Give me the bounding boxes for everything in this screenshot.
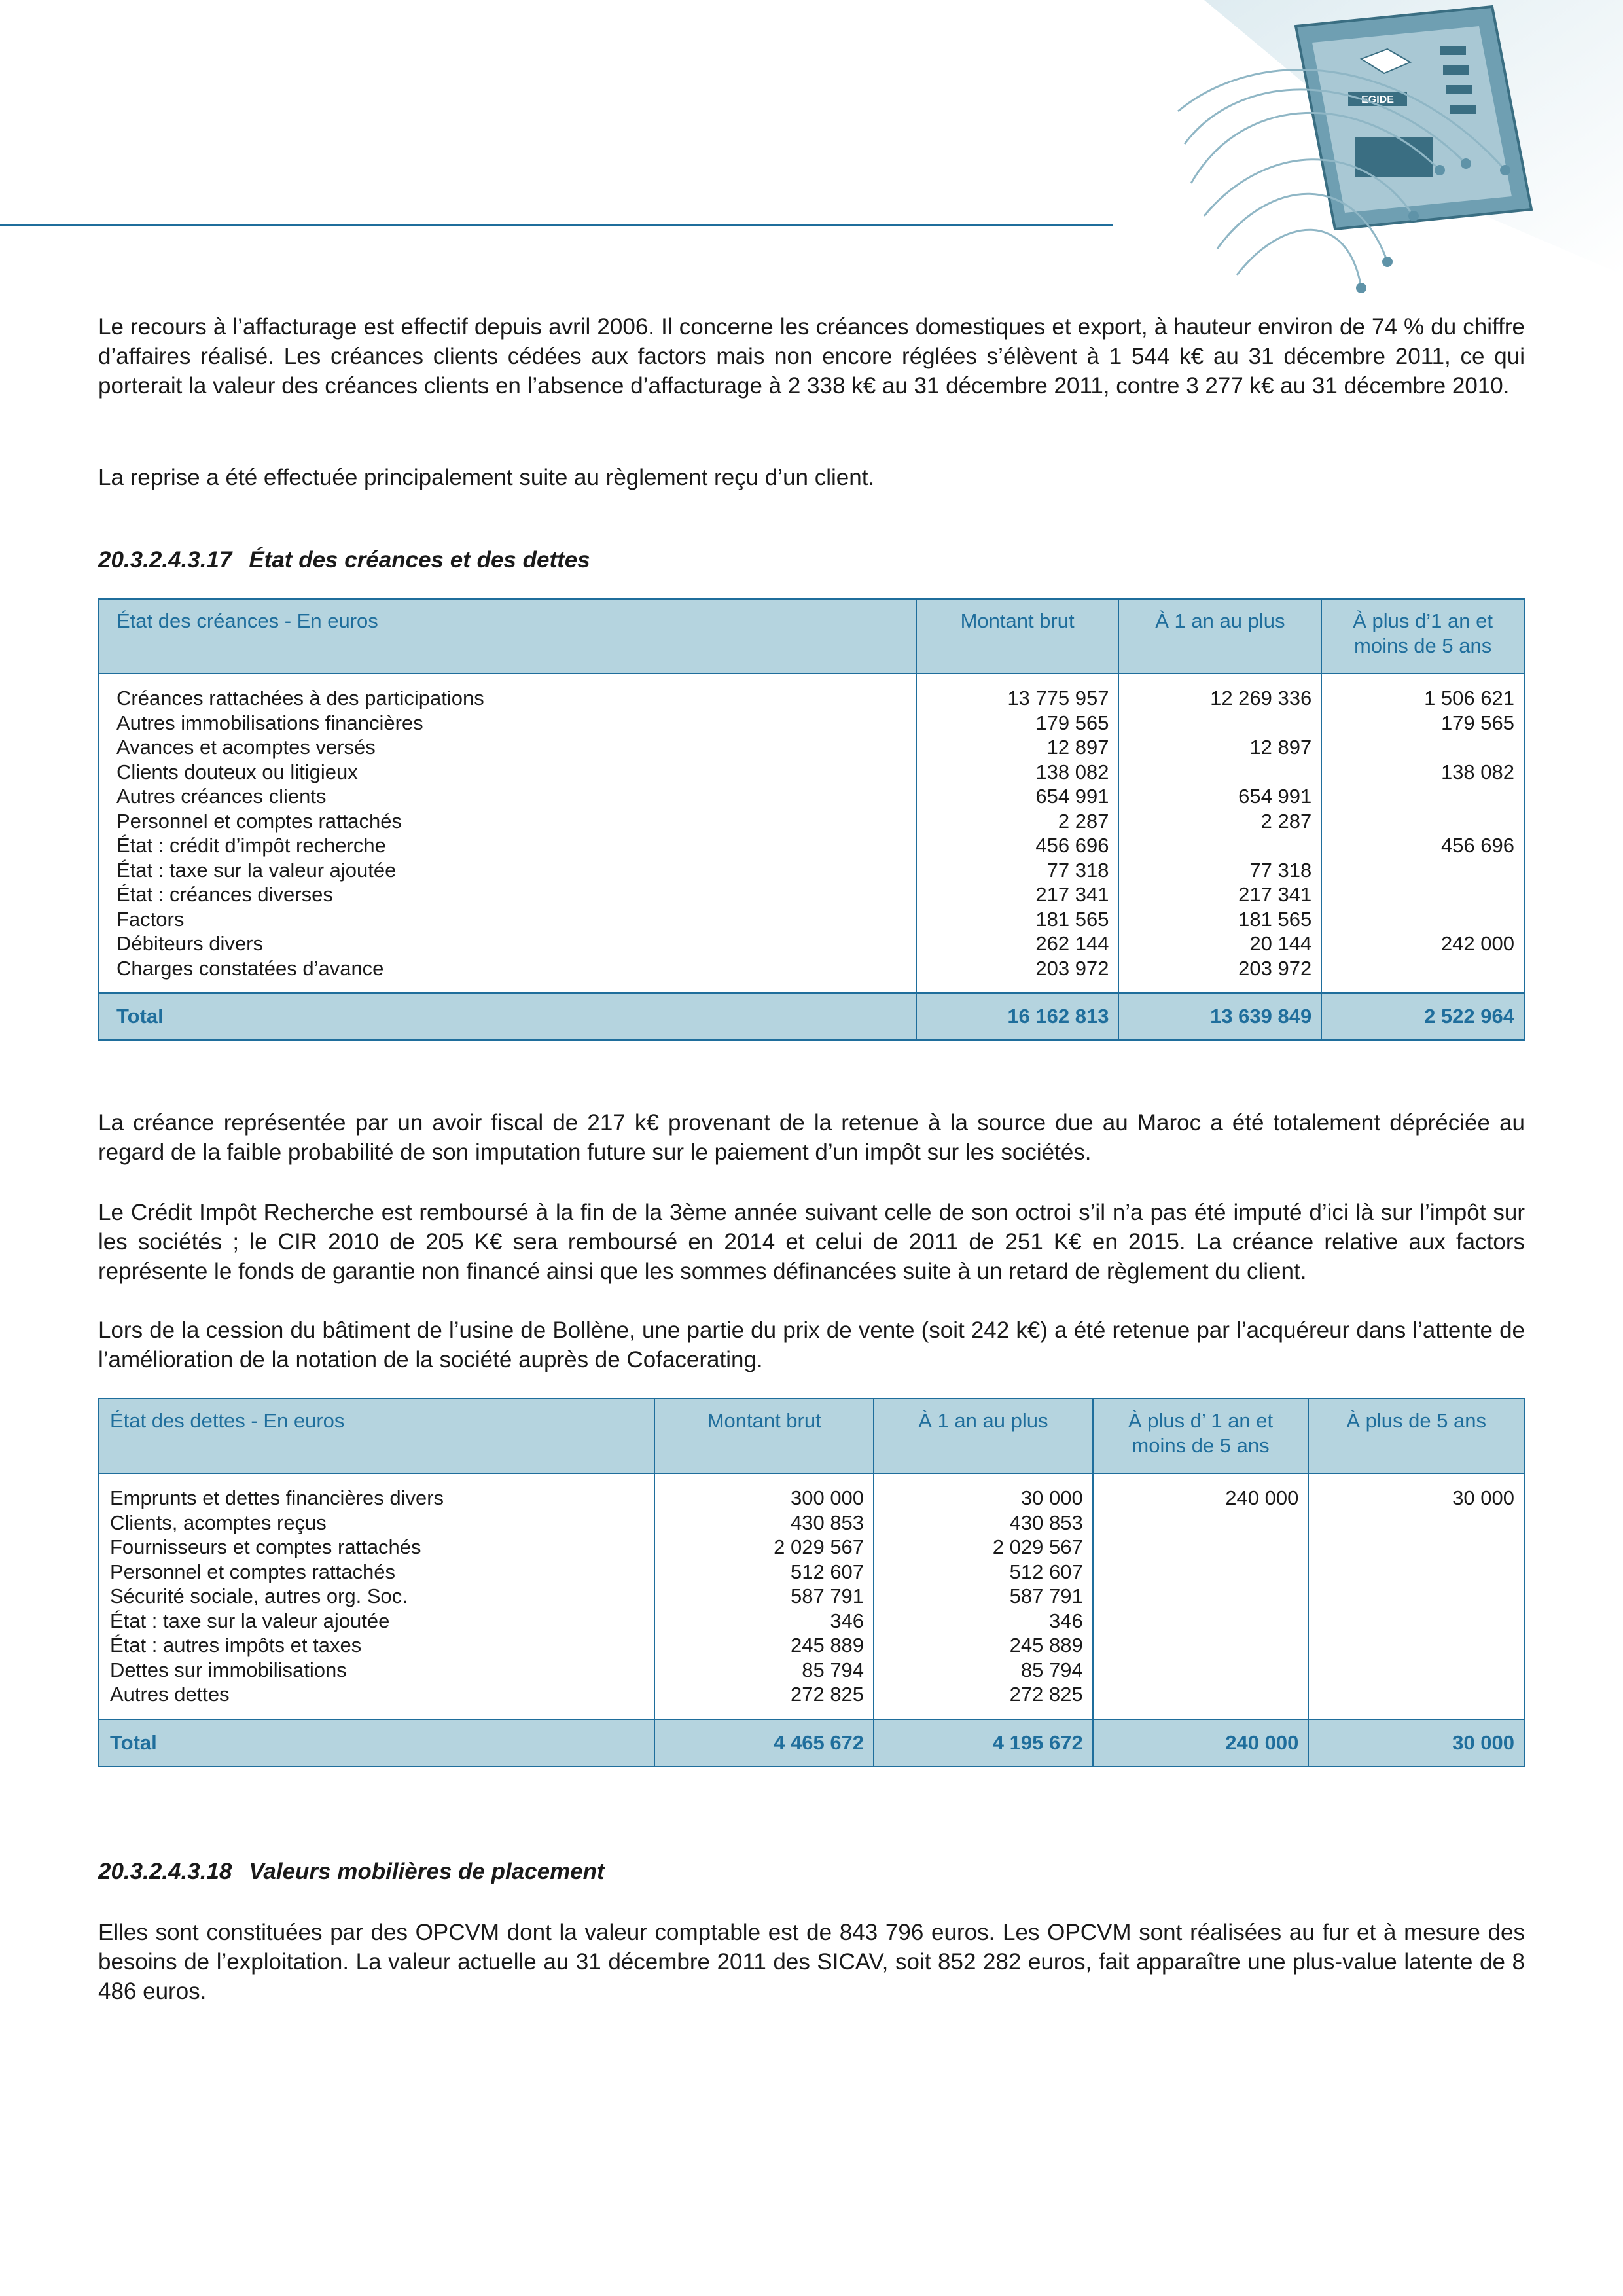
col-header-a-1-an: À 1 an au plus bbox=[874, 1399, 1093, 1473]
total-row bbox=[99, 1719, 1524, 1767]
table-cell: 203 972 bbox=[1238, 956, 1312, 980]
plus-1-an-column bbox=[1093, 1473, 1309, 1719]
table-cell: 138 082 bbox=[1440, 760, 1514, 783]
a-1-an-column bbox=[1118, 673, 1321, 993]
table-cell: 77 318 bbox=[1046, 858, 1109, 882]
table-cell: 2 029 567 bbox=[992, 1535, 1083, 1558]
table-cell bbox=[1111, 1584, 1299, 1609]
table-cell: État : crédit d’impôt recherche bbox=[116, 834, 386, 857]
table-cell: Charges constatées d’avance bbox=[116, 956, 384, 980]
table-cell: 587 791 bbox=[790, 1585, 865, 1607]
table-header-row bbox=[99, 599, 1524, 673]
paragraph-cir: Le Crédit Impôt Recherche est remboursé à la fin de la 3ème année suivant celle de son octroi s’il n’a pas été imputé d’ici là sur l’impôt sur les sociétés ; le CIR 2010 de 205 K€ sera remboursé en 2014 et celui de 2011 de 251 K€ en 2015. La créance relative aux factors représente le fonds de garantie non financé ainsi que les sommes définancées suite à un retard de règlement du client. bbox=[98, 1200, 1525, 1284]
labels-column bbox=[99, 673, 916, 993]
table-cell bbox=[1339, 907, 1514, 932]
plus-1-an-column bbox=[1321, 673, 1524, 993]
table-cell bbox=[1326, 1609, 1514, 1634]
table-cell: 2 287 bbox=[1260, 809, 1312, 833]
table-cell: 2 029 567 bbox=[774, 1535, 865, 1558]
col-header-a-1-an: À 1 an au plus bbox=[1118, 599, 1321, 673]
total-montant-brut: 4 465 672 bbox=[654, 1719, 874, 1767]
table-cell: 245 889 bbox=[1009, 1634, 1083, 1657]
montant-brut-column bbox=[916, 673, 1119, 993]
table-header-row bbox=[99, 1399, 1524, 1473]
table-cell: 300 000 bbox=[790, 1486, 865, 1509]
table-cell bbox=[1111, 1560, 1299, 1585]
table-cell: 430 853 bbox=[790, 1511, 865, 1534]
paragraph-reprise: La reprise a été effectuée principalement suite au règlement reçu d’un client. bbox=[98, 465, 875, 490]
table-cell bbox=[1111, 1511, 1299, 1535]
table-cell: Fournisseurs et comptes rattachés bbox=[110, 1535, 421, 1558]
col-header-plus-5-ans: À plus de 5 ans bbox=[1308, 1399, 1524, 1473]
table-cell bbox=[1326, 1682, 1514, 1707]
table-body-row bbox=[99, 673, 1524, 993]
egide-logo-chip-illustration bbox=[1165, 0, 1623, 308]
total-row bbox=[99, 993, 1524, 1040]
table-cell: Dettes sur immobilisations bbox=[110, 1658, 347, 1681]
table-cell: 77 318 bbox=[1249, 858, 1312, 882]
table-cell: Personnel et comptes rattachés bbox=[110, 1560, 395, 1583]
table-cell: 587 791 bbox=[1009, 1585, 1083, 1607]
table-cell: Autres immobilisations financières bbox=[116, 711, 423, 734]
total-label: Total bbox=[99, 1719, 654, 1767]
table-cell: Clients douteux ou litigieux bbox=[116, 760, 358, 783]
table-cell: 456 696 bbox=[1440, 834, 1514, 857]
table-cell bbox=[1136, 833, 1311, 858]
table-cell bbox=[1136, 760, 1311, 785]
table-cell: 245 889 bbox=[790, 1634, 865, 1657]
table-cell: 346 bbox=[830, 1609, 865, 1632]
table-cell: 12 897 bbox=[1249, 736, 1312, 759]
paragraph-avoir-fiscal: La créance représentée par un avoir fiscal de 217 k€ provenant de la retenue à la source due au Maroc a été totalement dépréciée au regard de la faible probabilité de son imputation future sur le paiement d’un impôt sur les sociétés. bbox=[98, 1110, 1525, 1165]
table-cell: Autres créances clients bbox=[116, 785, 327, 808]
table-cell: 456 696 bbox=[1035, 834, 1109, 857]
table-cell: 654 991 bbox=[1035, 785, 1109, 808]
table-cell: 13 775 957 bbox=[1007, 687, 1109, 709]
header-rule bbox=[0, 224, 1113, 226]
table-cell: 272 825 bbox=[790, 1683, 865, 1706]
table-cell: 20 144 bbox=[1249, 932, 1312, 955]
section-heading-17 bbox=[98, 547, 590, 573]
table-cell: Avances et acomptes versés bbox=[116, 736, 376, 759]
table-cell bbox=[1111, 1535, 1299, 1560]
montant-brut-column bbox=[654, 1473, 874, 1719]
paragraph-opcvm: Elles sont constituées par des OPCVM dont la valeur comptable est de 843 796 euros. Les OPCVM sont réalisées au fur et à mesure des besoins de l’exploitation. La valeur actuelle au 31 décembre 2011 des SICAV, soit 852 282 euros, fait apparaître une plus-value latente de 8 486 euros. bbox=[98, 1920, 1525, 2004]
table-cell: 217 341 bbox=[1238, 883, 1312, 906]
table-cell bbox=[1326, 1511, 1514, 1535]
table-cell: 30 000 bbox=[1452, 1486, 1514, 1509]
table-cell: État : autres impôts et taxes bbox=[110, 1634, 362, 1657]
table-cell: Autres dettes bbox=[110, 1683, 230, 1706]
table-cell: 85 794 bbox=[802, 1658, 865, 1681]
table-cell: Personnel et comptes rattachés bbox=[116, 809, 402, 833]
table-cell: 346 bbox=[1048, 1609, 1083, 1632]
table-cell: État : créances diverses bbox=[116, 883, 333, 906]
table-cell: 179 565 bbox=[1440, 711, 1514, 734]
table-cell bbox=[1111, 1658, 1299, 1683]
table-cell bbox=[1326, 1535, 1514, 1560]
table-cell: 138 082 bbox=[1035, 760, 1109, 783]
col-header-montant-brut: Montant brut bbox=[916, 599, 1119, 673]
paragraph-affacturage: Le recours à l’affacturage est effectif depuis avril 2006. Il concerne les créances domestiques et export, à hauteur environ de 74 % du chiffre d’affaires réalisé. Les créances clients cédées aux factors mais non encore réglées s’élèvent à 1 544 k€ au 31 décembre 2011, ce qui porterait la valeur des créances clients en l’absence d’affacturage à 2 338 k€ au 31 décembre 2011, contre 3 277 k€ au 31 décembre 2010. bbox=[98, 314, 1525, 399]
table-cell: 181 565 bbox=[1035, 907, 1109, 931]
a-1-an-column bbox=[874, 1473, 1093, 1719]
table-cell: Créances rattachées à des participations bbox=[116, 687, 484, 709]
labels-column bbox=[99, 1473, 654, 1719]
table-cell: 181 565 bbox=[1238, 907, 1312, 931]
total-a-1-an: 4 195 672 bbox=[874, 1719, 1093, 1767]
total-plus-1-an: 2 522 964 bbox=[1321, 993, 1524, 1040]
table-cell: Clients, acomptes reçus bbox=[110, 1511, 327, 1534]
table-cell: Emprunts et dettes financières divers bbox=[110, 1486, 444, 1509]
col-header-plus-1-an: À plus d’1 an et moins de 5 ans bbox=[1321, 599, 1524, 673]
table-cell: 12 269 336 bbox=[1210, 687, 1312, 709]
table-cell: 512 607 bbox=[1009, 1560, 1083, 1583]
table-cell: 272 825 bbox=[1009, 1683, 1083, 1706]
table-cell: Sécurité sociale, autres org. Soc. bbox=[110, 1585, 408, 1607]
paragraph-bollene: Lors de la cession du bâtiment de l’usine de Bollène, une partie du prix de vente (soit 242 k€) a été retenue par l’acquéreur dans l’attente de l’amélioration de la notation de la société auprès de Cofacerating. bbox=[98, 1318, 1525, 1372]
table-cell bbox=[1111, 1682, 1299, 1707]
col-header-montant-brut: Montant brut bbox=[654, 1399, 874, 1473]
table-cell bbox=[1339, 882, 1514, 907]
table-cell bbox=[1339, 735, 1514, 760]
dettes-table bbox=[98, 1398, 1525, 1767]
table-cell: 2 287 bbox=[1058, 809, 1109, 833]
table-cell bbox=[1326, 1560, 1514, 1585]
table-cell bbox=[1111, 1609, 1299, 1634]
table-cell: 430 853 bbox=[1009, 1511, 1083, 1534]
section-number: 20.3.2.4.3.18 bbox=[98, 1859, 232, 1884]
table-cell: 240 000 bbox=[1225, 1486, 1299, 1509]
table-body-row bbox=[99, 1473, 1524, 1719]
total-label: Total bbox=[99, 993, 916, 1040]
total-plus-1-an: 240 000 bbox=[1093, 1719, 1309, 1767]
table-cell: État : taxe sur la valeur ajoutée bbox=[116, 858, 397, 882]
table-cell: 217 341 bbox=[1035, 883, 1109, 906]
table-cell: 12 897 bbox=[1046, 736, 1109, 759]
creances-table bbox=[98, 598, 1525, 1041]
section-title: Valeurs mobilières de placement bbox=[249, 1859, 605, 1884]
table-cell: 262 144 bbox=[1035, 932, 1109, 955]
table-cell bbox=[1326, 1633, 1514, 1658]
total-plus-5-ans: 30 000 bbox=[1308, 1719, 1524, 1767]
table-cell: Factors bbox=[116, 907, 185, 931]
col-header-label: État des dettes - En euros bbox=[99, 1399, 654, 1473]
total-montant-brut: 16 162 813 bbox=[916, 993, 1119, 1040]
table-cell bbox=[1339, 858, 1514, 883]
table-cell bbox=[1339, 784, 1514, 809]
table-cell: 30 000 bbox=[1020, 1486, 1083, 1509]
section-heading-18 bbox=[98, 1859, 605, 1885]
table-cell: 1 506 621 bbox=[1424, 687, 1514, 709]
plus-5-ans-column bbox=[1308, 1473, 1524, 1719]
table-cell: État : taxe sur la valeur ajoutée bbox=[110, 1609, 390, 1632]
col-header-plus-1-an: À plus d’ 1 an et moins de 5 ans bbox=[1093, 1399, 1309, 1473]
total-a-1-an: 13 639 849 bbox=[1118, 993, 1321, 1040]
table-cell: Débiteurs divers bbox=[116, 932, 263, 955]
table-cell: 203 972 bbox=[1035, 956, 1109, 980]
table-cell bbox=[1326, 1658, 1514, 1683]
table-cell: 242 000 bbox=[1440, 932, 1514, 955]
table-cell bbox=[1136, 711, 1311, 736]
col-header-label: État des créances - En euros bbox=[99, 599, 916, 673]
logo-text: EGIDE bbox=[1361, 94, 1394, 105]
table-cell bbox=[1339, 809, 1514, 834]
table-cell: 179 565 bbox=[1035, 711, 1109, 734]
table-cell: 654 991 bbox=[1238, 785, 1312, 808]
section-title: État des créances et des dettes bbox=[249, 547, 590, 573]
table-cell bbox=[1326, 1584, 1514, 1609]
table-cell: 512 607 bbox=[790, 1560, 865, 1583]
table-cell bbox=[1339, 956, 1514, 981]
table-cell: 85 794 bbox=[1020, 1658, 1083, 1681]
section-number: 20.3.2.4.3.17 bbox=[98, 547, 232, 573]
table-cell bbox=[1111, 1633, 1299, 1658]
